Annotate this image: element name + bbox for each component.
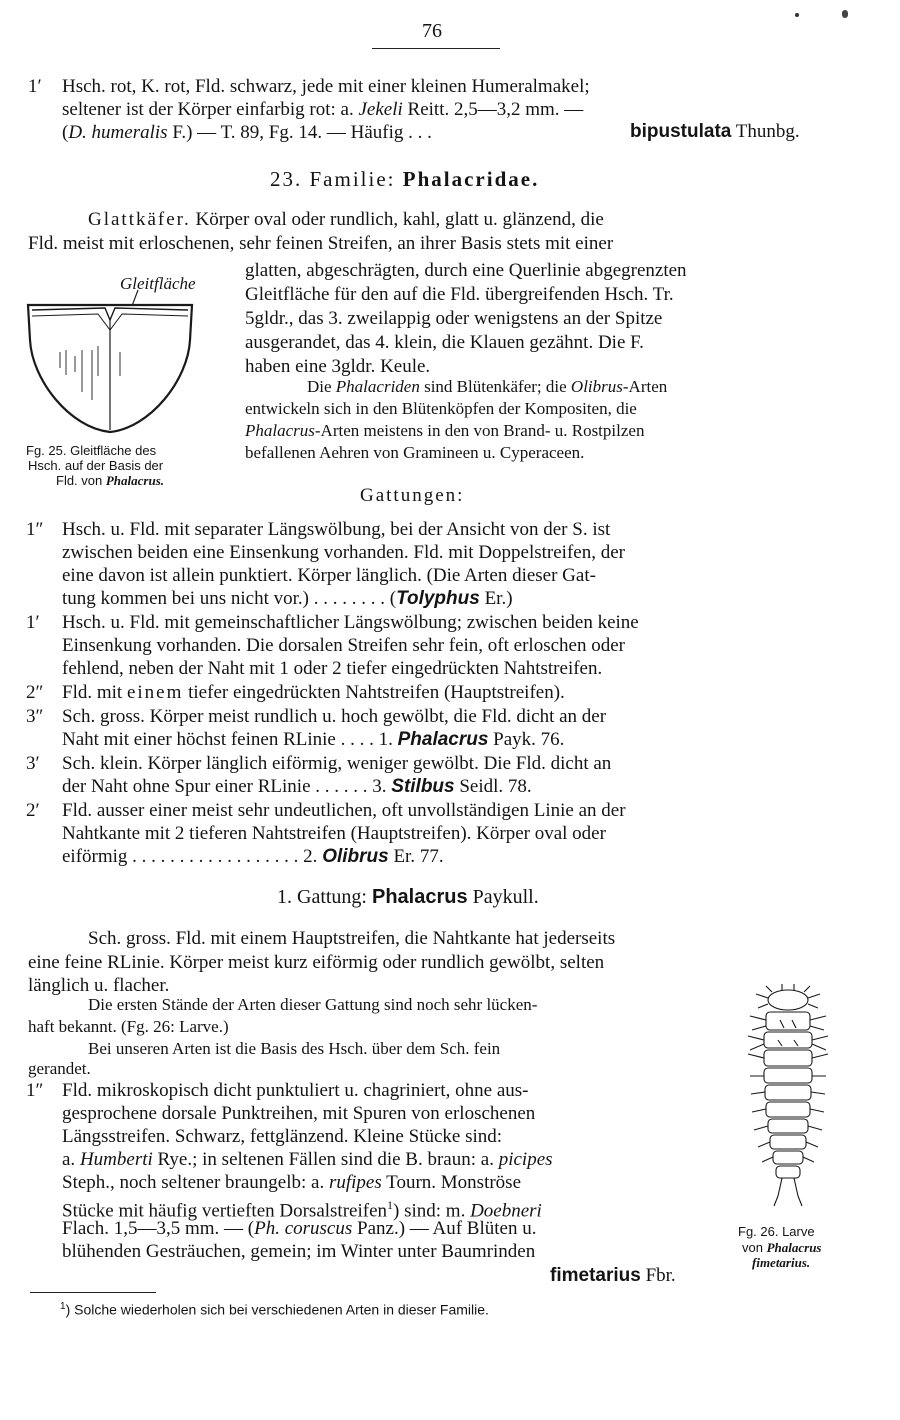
family-note-line: Die Phalacriden sind Blütenkäfer; die Olibrus-Arten [307, 377, 668, 396]
key-line: Nahtkante mit 2 tieferen Nahtstreifen (Hauptstreifen). Körper oval oder [62, 823, 606, 844]
footnote-ref: 1 [387, 1198, 394, 1212]
family-heading: 23. Familie: Phalacridae. [270, 167, 540, 191]
figure-26-caption: fimetarius. [752, 1255, 811, 1270]
figure-25-caption: Fld. von Phalacrus. [56, 473, 165, 488]
genus-desc-line: eine feine RLinie. Körper meist kurz eiförmig oder rundlich gewölbt, selten [28, 952, 605, 973]
key-number: 2′ [26, 800, 40, 821]
figure-25-caption: Hsch. auf der Basis der [28, 458, 164, 473]
key-line: Naht mit einer höchst feinen RLinie . . . . 1. Phalacrus Payk. 76. [62, 729, 565, 750]
key-line: tung kommen bei uns nicht vor.) . . . . . . . . (Tolyphus Er.) [62, 588, 513, 609]
species-line: blühenden Gesträuchen, gemein; im Winter unter Baumrinden [62, 1241, 536, 1262]
species-line: Fld. mikroskopisch dicht punktuliert u. chagriniert, ohne aus- [62, 1080, 529, 1101]
footnote: $^1$) Solche wiederholen sich bei verschiedenen Arten in dieser Familie. [60, 1301, 489, 1318]
figure-26-caption: von Phalacrus [742, 1240, 822, 1255]
key-line: Sch. klein. Körper länglich eiförmig, weniger gewölbt. Die Fld. dicht an [62, 753, 612, 774]
figure-26-caption: Fg. 26. Larve [738, 1224, 815, 1239]
key-number: 1′ [28, 76, 42, 97]
key-line: zwischen beiden eine Einsenkung vorhanden. Fld. mit Doppelstreifen, der [62, 542, 625, 563]
key-number: 1′ [26, 612, 40, 633]
family-desc-line: 5gldr., das 3. zweilappig oder wenigstens an der Spitze [245, 308, 663, 329]
key-line: Hsch. u. Fld. mit separater Längswölbung, bei der Ansicht von der S. ist [62, 519, 611, 540]
key-line: seltener ist der Körper einfarbig rot: a. Jekeli Reitt. 2,5—3,2 mm. — [62, 99, 584, 120]
species-line: Längsstreifen. Schwarz, fettglänzend. Kleine Stücke sind: [62, 1126, 503, 1147]
family-desc-line: glatten, abgeschrägten, durch eine Querlinie abgegrenzten [245, 260, 687, 281]
family-desc-line: Gleitfläche für den auf die Fld. übergreifenden Hsch. Tr. [245, 284, 674, 305]
key-line: Hsch. rot, K. rot, Fld. schwarz, jede mit einer kleinen Humeralmakel; [62, 76, 590, 97]
key-line: (D. humeralis F.) — T. 89, Fg. 14. — Häufig . . . [62, 122, 432, 143]
key-line: eiförmig . . . . . . . . . . . . . . . . . . 2. Olibrus Er. 77. [62, 846, 444, 867]
species-name: fimetarius Fbr. [550, 1265, 676, 1286]
figure-25-caption: Fg. 25. Gleitfläche des [26, 443, 157, 458]
key-line: eine davon ist allein punktiert. Körper länglich. (Die Arten dieser Gat- [62, 565, 596, 586]
family-note-line: entwickeln sich in den Blütenköpfen der Kompositen, die [245, 399, 637, 418]
species-name: bipustulata Thunbg. [630, 121, 800, 142]
key-line: Sch. gross. Körper meist rundlich u. hoch gewölbt, die Fld. dicht an der [62, 706, 607, 727]
genus-note-line: Bei unseren Arten ist die Basis des Hsch. über dem Sch. fein [88, 1039, 501, 1058]
species-line: a. Humberti Rye.; in seltenen Fällen sind die B. braun: a. picipes [62, 1149, 553, 1170]
corner-mark [795, 13, 799, 17]
key-number: 2″ [26, 682, 44, 703]
family-note-line: befallenen Aehren von Gramineen u. Cyperaceen. [245, 443, 585, 462]
key-number: 3″ [26, 706, 44, 727]
figure-26-larva-drawing [738, 984, 838, 1214]
species-line: gesprochene dorsale Punktreihen, mit Spuren von erloschenen [62, 1103, 536, 1124]
key-line: der Naht ohne Spur einer RLinie . . . . . . 3. Stilbus Seidl. 78. [62, 776, 532, 797]
header-rule [372, 48, 500, 49]
family-desc-line: Glattkäfer. Körper oval oder rundlich, kahl, glatt u. glänzend, die [88, 209, 604, 230]
species-line: Flach. 1,5—3,5 mm. — (Ph. coruscus Panz.) — Auf Blüten u. [62, 1218, 537, 1239]
genus-note-line: haft bekannt. (Fg. 26: Larve.) [28, 1017, 229, 1036]
key-number: 3′ [26, 753, 40, 774]
family-desc-line: haben eine 3gldr. Keule. [245, 356, 431, 377]
key-line: Fld. ausser einer meist sehr undeutlichen, oft unvollständigen Linie an der [62, 800, 626, 821]
family-desc-line: Fld. meist mit erloschenen, sehr feinen Streifen, an ihrer Basis stets mit einer [28, 233, 614, 254]
genus-note-line: Die ersten Stände der Arten dieser Gattung sind noch sehr lücken- [88, 995, 538, 1014]
species-line: Steph., noch seltener braungelb: a. rufipes Tourn. Monströse [62, 1172, 521, 1193]
genus-note-line: gerandet. [28, 1059, 91, 1078]
page-number: 76 [422, 20, 442, 42]
figure-25-annotation: Gleitfläche [120, 274, 196, 293]
footnote-rule [30, 1292, 156, 1293]
family-desc-line: ausgerandet, das 4. klein, die Klauen gezähnt. Die F. [245, 332, 644, 353]
key-number: 1″ [26, 519, 44, 540]
section-heading: Gattungen: [360, 485, 465, 506]
genus-desc-line: länglich u. flacher. [28, 975, 170, 996]
key-line: fehlend, neben der Naht mit 1 oder 2 tiefer eingedrückten Nahtstreifen. [62, 658, 603, 679]
genus-heading: 1. Gattung: Phalacrus Paykull. [277, 886, 539, 908]
species-line: Stücke mit häufig vertieften Dorsalstreifen$^1$) sind: m. Doebneri [62, 1198, 542, 1222]
key-line: Fld. mit einem tiefer eingedrückten Nahtstreifen (Hauptstreifen). [62, 682, 565, 703]
family-note-line: Phalacrus-Arten meistens in den von Brand- u. Rostpilzen [245, 421, 645, 440]
corner-mark [842, 10, 848, 18]
key-line: Einsenkung vorhanden. Die dorsalen Streifen sehr fein, oft erloschen oder [62, 635, 625, 656]
key-line: Hsch. u. Fld. mit gemeinschaftlicher Längswölbung; zwischen beiden keine [62, 612, 639, 633]
genus-desc-line: Sch. gross. Fld. mit einem Hauptstreifen, die Nahtkante hat jederseits [88, 928, 616, 949]
figure-25-elytra-drawing [20, 280, 200, 440]
key-number: 1″ [26, 1080, 44, 1101]
